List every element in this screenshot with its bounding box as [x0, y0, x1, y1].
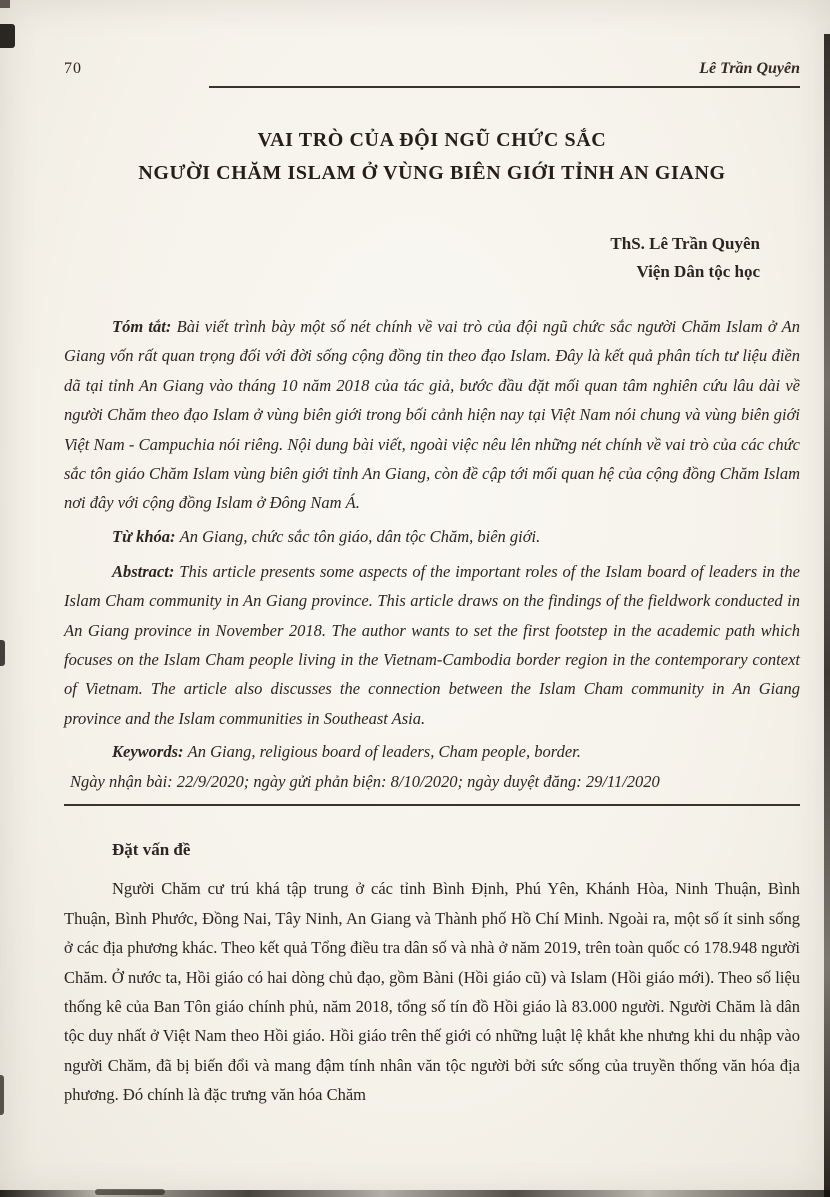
abstract-vi-label: Tóm tắt:	[112, 317, 172, 337]
submission-dates: Ngày nhận bài: 22/9/2020; ngày gửi phản biện: 8/10/2020; ngày duyệt đăng: 29/11/2020	[70, 772, 660, 792]
author-block	[64, 230, 800, 286]
page-content	[64, 60, 800, 1109]
page-header	[64, 60, 800, 78]
author-name: ThS. Lê Trần Quyên	[610, 234, 760, 253]
running-author: Lê Trần Quyên	[699, 60, 800, 77]
keywords-en-label: Keywords:	[112, 742, 184, 762]
article-title-line-2: NGƯỜI CHĂM ISLAM Ở VÙNG BIÊN GIỚI TỈNH AN GIANG	[138, 162, 726, 184]
header-rule	[209, 78, 800, 88]
abstract-vi-text: Bài viết trình bày một số nét chính về vai trò của đội ngũ chức sắc người Chăm Islam ở An Giang vốn rất quan trọng đối với đời sống cộng đồng tin theo đạo Islam. Đây là kết quả phân tích tư liệu điền dã tại tỉnh An Giang vào tháng 10 năm 2018 của tác giả, bước đầu đặt mối quan tâm nghiên cứu lâu dài về người Chăm theo đạo Islam ở vùng biên giới trong bối cảnh hiện nay tại Việt Nam nói chung và vùng biên giới Việt Nam - Campuchia nói riêng. Nội dung bài viết, ngoài việc nêu lên những nét chính về vai trò của các chức sắc tôn giáo Chăm Islam vùng biên giới tỉnh An Giang, còn đề cập tới mối quan hệ của cộng đồng Chăm Islam nơi đây với cộng đồng Islam ở Đông Nam Á.	[64, 317, 801, 513]
keywords-vi-label: Từ khóa:	[112, 526, 176, 546]
scan-artifact-left-mark	[0, 640, 5, 666]
scan-artifact-top-left	[0, 24, 15, 48]
abstract-vietnamese	[64, 312, 800, 518]
body-paragraph: Người Chăm cư trú khá tập trung ở các tỉnh Bình Định, Phú Yên, Khánh Hòa, Ninh Thuận, Bình Thuận, Bình Phước, Đồng Nai, Tây Ninh, An Giang và Thành phố Hồ Chí Minh. Ngoài ra, một số ít sinh sống ở các địa phương khác. Theo kết quả Tổng điều tra dân số và nhà ở năm 2019, trên toàn quốc có 178.948 người Chăm. Ở nước ta, Hồi giáo có hai dòng chủ đạo, gồm Bàni (Hồi giáo cũ) và Islam (Hồi giáo mới). Theo số liệu thống kê của Ban Tôn giáo chính phủ, năm 2018, tổng số tín đồ Hồi giáo là 83.000 người. Người Chăm là dân tộc duy nhất ở Việt Nam theo Hồi giáo. Hồi giáo trên thế giới có những luật lệ khắt khe nhưng khi du nhập vào người Chăm, đã bị biến đổi và mang đậm tính nhân văn tộc người bởi sức sống của truyền thống văn hóa địa phương. Đó chính là đặc trưng văn hóa Chăm	[64, 879, 800, 1104]
abstract-en-label: Abstract:	[112, 561, 175, 581]
scan-artifact-bottom-blob	[95, 1189, 165, 1195]
keywords-en-text: An Giang, religious board of leaders, Cham people, border.	[187, 742, 581, 762]
section-heading: Đặt vấn đề	[112, 840, 191, 860]
scan-artifact-top-corner	[0, 0, 10, 8]
dates-rule	[64, 802, 800, 806]
abstract-en-text: This article presents some aspects of the important roles of the Islam board of leaders in the Islam Cham community in An Giang province. This article draws on the findings of the fieldwork conducted in An Giang province in November 2018. The author wants to set the first footstep in the academic path which focuses on the Islam Cham people living in the Vietnam-Cambodia border region in the contemporary context of Vietnam. The article also discusses the connection between the Islam Cham community in An Giang province and the Islam communities in Southeast Asia.	[64, 561, 800, 728]
scan-artifact-bottom-edge	[0, 1190, 830, 1197]
article-title-line-1: VAI TRÒ CỦA ĐỘI NGŨ CHỨC SẮC	[257, 129, 607, 151]
article-title	[64, 124, 800, 190]
author-affiliation: Viện Dân tộc học	[636, 262, 760, 282]
scan-artifact-right-edge	[824, 34, 830, 1197]
keywords-english	[64, 737, 800, 766]
keywords-vi-text: An Giang, chức sắc tôn giáo, dân tộc Chăm, biên giới.	[179, 526, 541, 546]
keywords-vietnamese	[64, 522, 800, 551]
page-number: 70	[64, 60, 82, 77]
scan-artifact-left-mark-2	[0, 1075, 4, 1115]
abstract-english	[64, 557, 800, 733]
